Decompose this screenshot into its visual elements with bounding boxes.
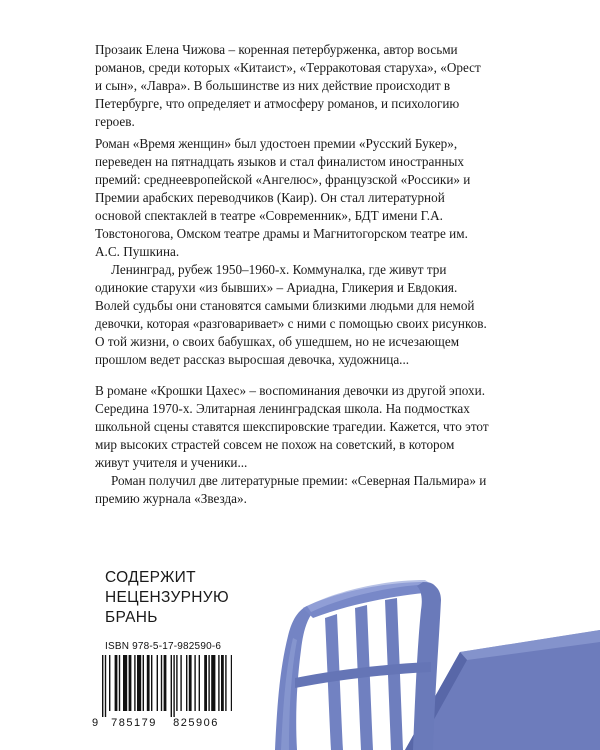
barcode-bar bbox=[211, 655, 215, 711]
barcode-bars bbox=[92, 655, 232, 717]
barcode-bar bbox=[221, 655, 224, 711]
paragraph-kroshki: В романе «Крошки Цахес» – воспоминания девочки из другой эпохи. Середина 1970-х. Элитарная ленинградская школа. На подмостках школьной сцены ставятся шекспировские трагедии. Кажется, что этот мир высоких страстей совсем не похож на советский, в котором живут учителя и ученики... bbox=[95, 383, 489, 470]
barcode-bar bbox=[199, 655, 200, 711]
barcode-bar bbox=[134, 655, 135, 711]
warning-line-3: БРАНЬ bbox=[105, 609, 158, 626]
barcode-bar bbox=[129, 655, 132, 711]
chair-illustration bbox=[255, 560, 600, 750]
barcode-bar bbox=[109, 655, 110, 711]
second-novel-description bbox=[95, 382, 490, 508]
barcode-bar bbox=[161, 655, 162, 711]
barcode-bar bbox=[208, 655, 209, 711]
barcode-bar bbox=[186, 655, 187, 711]
barcode-digit-first: 9 bbox=[92, 717, 99, 729]
paragraph-awards: Роман «Время женщин» был удостоен премии «Русский Букер», переведен на пятнадцать языков и стал финалистом иностранных премий: среднеевропейской «Ангелюс», французской «Россики» и Премии арабских переводчиков (Каир). Он стал литературной основой спектаклей в театре «Современник», БДТ имени Г.А. Товстоногова, Омском театре драмы и Магнитогорском театре им. А.С. Пушкина. bbox=[95, 136, 471, 259]
barcode-bar bbox=[225, 655, 226, 711]
barcode-bar bbox=[123, 655, 127, 711]
isbn-label: ISBN 978-5-17-982590-6 bbox=[105, 641, 222, 652]
barcode-bar bbox=[176, 655, 177, 711]
barcode-bar bbox=[143, 655, 144, 711]
barcode-bar bbox=[164, 655, 167, 711]
chair-back bbox=[275, 580, 441, 750]
barcode-bar bbox=[218, 655, 219, 711]
barcode-bar bbox=[171, 655, 172, 717]
paragraph-prizes: Роман получил две литературные премии: «Северная Пальмира» и премию журнала «Звезда». bbox=[95, 473, 487, 506]
barcode-bar bbox=[194, 655, 195, 711]
warning-line-2: НЕЦЕНЗУРНУЮ bbox=[105, 589, 229, 606]
barcode-digits bbox=[92, 717, 232, 729]
warning-line-1: СОДЕРЖИТ bbox=[105, 569, 196, 586]
author-bio bbox=[95, 41, 490, 131]
barcode-bar bbox=[189, 655, 192, 711]
barcode-bar bbox=[157, 655, 158, 711]
barcode-digits-right: 825906 bbox=[173, 717, 219, 729]
barcode-bar bbox=[147, 655, 150, 711]
barcode-bar bbox=[115, 655, 118, 711]
barcode-bar bbox=[180, 655, 181, 711]
barcode-bar bbox=[231, 655, 232, 711]
barcode-bar bbox=[119, 655, 120, 711]
barcode-bar bbox=[173, 655, 174, 717]
barcode-bar bbox=[105, 655, 106, 717]
barcode-bar bbox=[151, 655, 152, 711]
barcode-bar bbox=[102, 655, 103, 717]
barcode-bar bbox=[204, 655, 207, 711]
barcode-digits-left: 785179 bbox=[111, 717, 157, 729]
paragraph-leningrad: Ленинград, рубеж 1950–1960-х. Коммуналка, где живут три одинокие старухи «из бывших» – Ариадна, Гликерия и Евдокия. Волей судьбы они становятся самыми близкими людьми для немой девочки, которая «разговаривает» с ними с помощью своих рисунков. О той жизни, о своих бабушках, об ушедшем, но не исчезающем прошлом ведет рассказ выросшая девочка, художница... bbox=[95, 262, 487, 367]
barcode-bar bbox=[137, 655, 141, 711]
novels-description bbox=[95, 135, 490, 369]
content-warning bbox=[105, 568, 229, 628]
paragraph-author: Прозаик Елена Чижова – коренная петербурженка, автор восьми романов, среди которых «Китаист», «Терракотовая старуха», «Орест и сын», «Лавра». В большинстве из них действие происходит в Петербурге, что определяет и атмосферу романов, и психологию героев. bbox=[95, 42, 481, 129]
